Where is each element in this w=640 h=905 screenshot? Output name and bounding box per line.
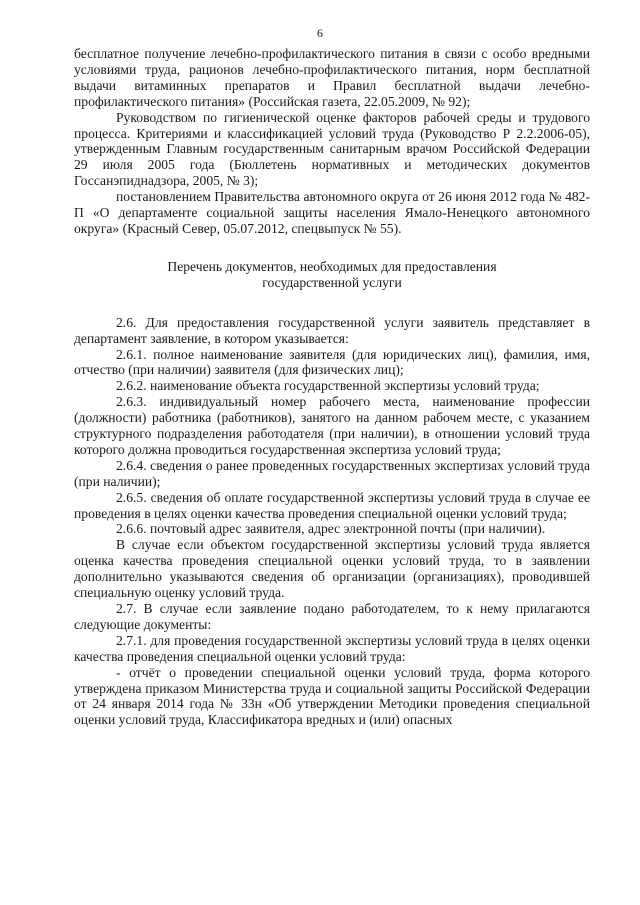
paragraph: 2.7.1. для проведения государственной экспертизы условий труда в целях оценки качества проведения специальной оценки условий труда:	[74, 632, 590, 664]
paragraph: Руководством по гигиенической оценке факторов рабочей среды и трудового процесса. Критериями и классификацией условий труда (Руководство Р 2.2.2006-05), утвержденным Главным государственным санитарным врачом Российской Федерации 29 июля 2005 года (Бюллетень нормативных и методических документов Госсанэпиднадзора, 2005, № 3);	[74, 109, 590, 189]
paragraph: 2.7. В случае если заявление подано работодателем, то к нему прилагаются следующие документы:	[74, 601, 590, 632]
paragraph: 2.6.6. почтовый адрес заявителя, адрес электронной почты (при наличии).	[116, 521, 546, 537]
paragraph: постановлением Правительства автономного округа от 26 июня 2012 года № 482-П «О департаменте социальной защиты населения Ямало-Ненецкого автономного округа» (Красный Север, 05.07.2012, спецвыпуск № 55).	[74, 189, 590, 236]
paragraph: 2.6.2. наименование объекта государственной экспертизы условий труда;	[116, 378, 540, 394]
paragraph: - отчёт о проведении специальной оценки условий труда, форма которого утверждена приказом Министерства труда и социальной защиты Российской Федерации от 24 января 2014 года № 33н «Об утверждении Методики проведения специальной оценки условий труда, Классификатора вредных и (или) опасных	[74, 664, 590, 728]
section-heading-line: Перечень документов, необходимых для предоставления	[167, 258, 497, 274]
paragraph: 2.6.3. индивидуальный номер рабочего места, наименование профессии (должности) работника (работников), занятого на данном рабочем месте, с указанием структурного подразделения работодателя (при наличии), в отношении условий труда которого должна проводиться государственная экспертиза условий труда;	[74, 394, 590, 457]
paragraph: 2.6.1. полное наименование заявителя (для юридических лиц), фамилия, имя, отчество (при наличии) заявителя (для физических лиц);	[74, 346, 590, 378]
paragraph: 2.6.4. сведения о ранее проведенных государственных экспертизах условий труда (при наличии);	[74, 457, 590, 489]
page-number: 6	[317, 26, 323, 40]
paragraph: 2.6. Для предоставления государственной услуги заявитель представляет в департамент заявление, в котором указывается:	[74, 314, 590, 346]
section-heading-line: государственной услуги	[262, 274, 402, 290]
section-heading	[74, 259, 590, 291]
paragraph: В случае если объектом государственной экспертизы условий труда является оценка качества проведения специальной оценки условий труда, то в заявлении дополнительно указываются сведения об организации (организациях), проводившей специальную оценку условий труда.	[74, 537, 590, 601]
paragraph: бесплатное получение лечебно-профилактического питания в связи с особо вредными условиями труда, рационов лечебно-профилактического питания, норм бесплатной выдачи витаминных препаратов и Правил бесплатной выдачи лечебно-профилактического питания» (Российская газета, 22.05.2009, № 92);	[74, 46, 590, 109]
paragraph: 2.6.5. сведения об оплате государственной экспертизы условий труда в случае ее проведения в целях оценки качества проведения специальной оценки условий труда;	[74, 489, 590, 521]
document-body	[74, 46, 590, 728]
